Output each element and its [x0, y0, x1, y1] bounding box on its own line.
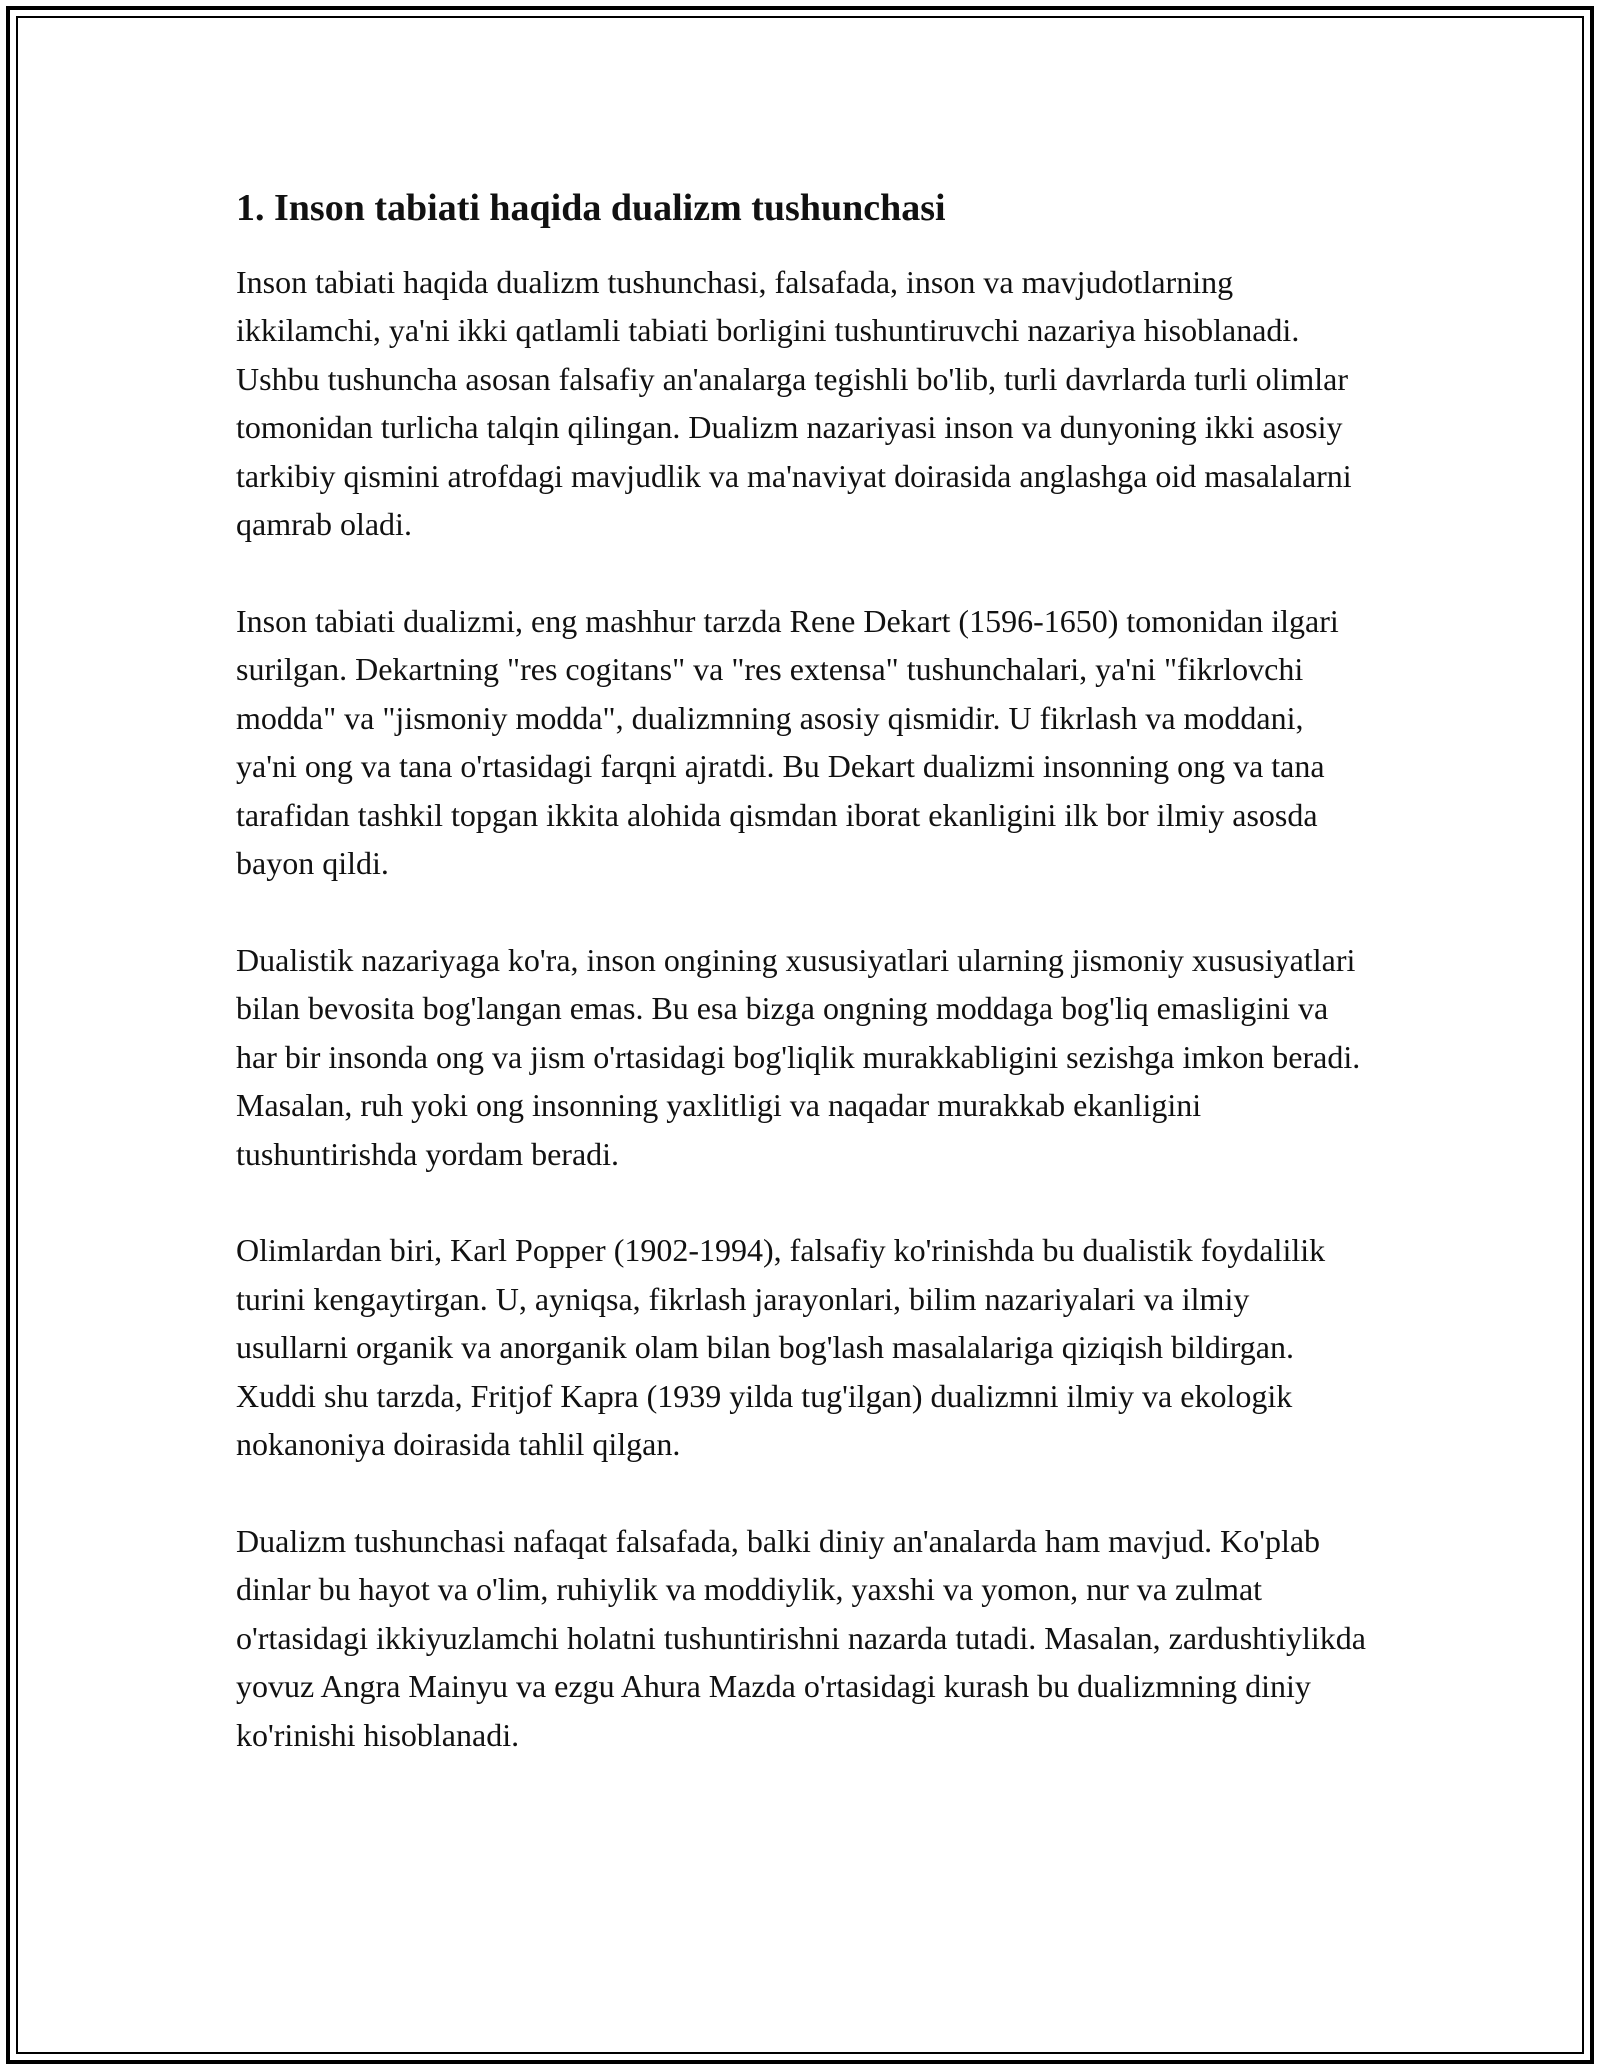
paragraph-4: Olimlardan biri, Karl Popper (1902-1994), falsafiy ko'rinishda bu dualistik foydalilik turini kengaytirgan. U, ayniqsa, fikrlash jarayonlari, bilim nazariyalari va ilmiy usullarni organik va anorganik olam bilan bog'lash masalalariga qiziqish bildirgan. Xuddi shu tarzda, Fritjof Kapra (1939 yilda tug'ilgan) dualizmni ilmiy va ekologik nokanoniya doirasida tahlil qilgan.: [236, 1232, 1326, 1463]
paragraph-3: Dualistik nazariyaga ko'ra, inson ongining xususiyatlari ularning jismoniy xususiyatlari bilan bevosita bog'langan emas. Bu esa bizga ongning moddaga bog'liq emasligini va har bir insonda ong va jism o'rtasidagi bog'liqlik murakkabligini sezishga imkon beradi. Masalan, ruh yoki ong insonning yaxlitligi va naqadar murakkab ekanligini tushuntirishda yordam beradi.: [236, 941, 1361, 1172]
paragraph-2: Inson tabiati dualizmi, eng mashhur tarzda Rene Dekart (1596-1650) tomonidan ilgari surilgan. Dekartning "res cogitans" va "res extensa" tushunchalari, ya'ni "fikrlovchi modda" va "jismoniy modda", dualizmning asosiy qismidir. U fikrlash va moddani, ya'ni ong va tana o'rtasidagi farqni ajratdi. Bu Dekart dualizmi insonning ong va tana tarafidan tashkil topgan ikkita alohida qismdan iborat ekanligini ilk bor ilmiy asosda bayon qildi.: [236, 602, 1339, 882]
paragraph-5: Dualizm tushunchasi nafaqat falsafada, balki diniy an'analarda ham mavjud. Ko'plab dinlar bu hayot va o'lim, ruhiylik va moddiylik, yaxshi va yomon, nur va zulmat o'rtasidagi ikkiyuzlamchi holatni tushuntirishni nazarda tutadi. Masalan, zardushtiylikda yovuz Angra Mainyu va ezgu Ahura Mazda o'rtasidagi kurash bu dualizmning diniy ko'rinishi hisoblanadi.: [236, 1522, 1366, 1753]
document-body: [236, 186, 1366, 1807]
paragraph-1: Inson tabiati haqida dualizm tushunchasi, falsafada, inson va mavjudotlarning ikkilamchi, ya'ni ikki qatlamli tabiati borligini tushuntiruvchi nazariya hisoblanadi. Ushbu tushuncha asosan falsafiy an'analarga tegishli bo'lib, turli davrlarda turli olimlar tomonidan turlicha talqin qilingan. Dualizm nazariyasi inson va dunyoning ikki asosiy tarkibiy qismini atrofdagi mavjudlik va ma'naviyat doirasida anglashga oid masalalarni qamrab oladi.: [236, 263, 1352, 543]
document-title: 1. Inson tabiati haqida dualizm tushunchasi: [236, 187, 946, 229]
